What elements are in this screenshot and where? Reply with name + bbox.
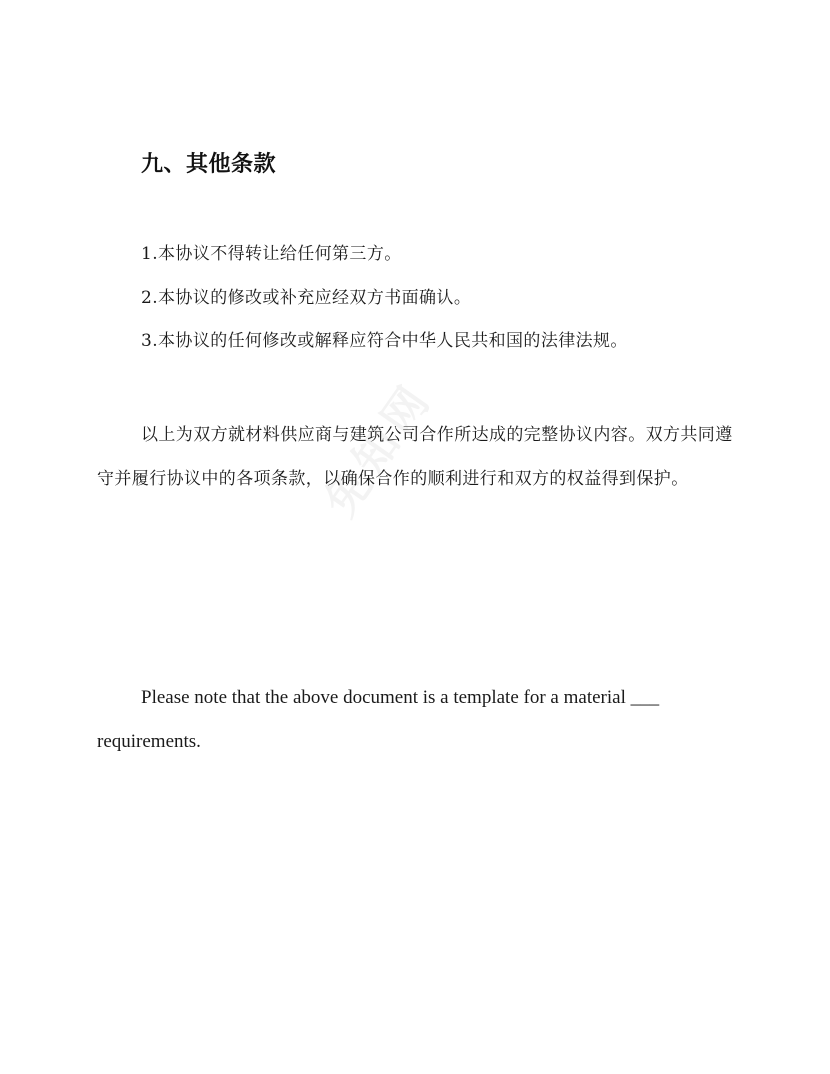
clause-item: 2.本协议的修改或补充应经双方书面确认。 xyxy=(141,287,472,308)
summary-paragraph: 以上为双方就材料供应商与建筑公司合作所达成的完整协议内容。双方共同遵守并履行协议中的各项条款，以确保合作的顺利进行和双方的权益得到保护。 xyxy=(97,425,733,489)
clause-list xyxy=(141,243,628,374)
clause-item: 1.本协议不得转让给任何第三方。 xyxy=(141,244,402,264)
clause-item: 3.本协议的任何修改或解释应符合中华人民共和国的法律法规。 xyxy=(141,331,628,351)
template-note: Please note that the above document is a template for a material ___ requirements. xyxy=(97,687,660,752)
section-heading: 九、其他条款 xyxy=(141,152,277,177)
